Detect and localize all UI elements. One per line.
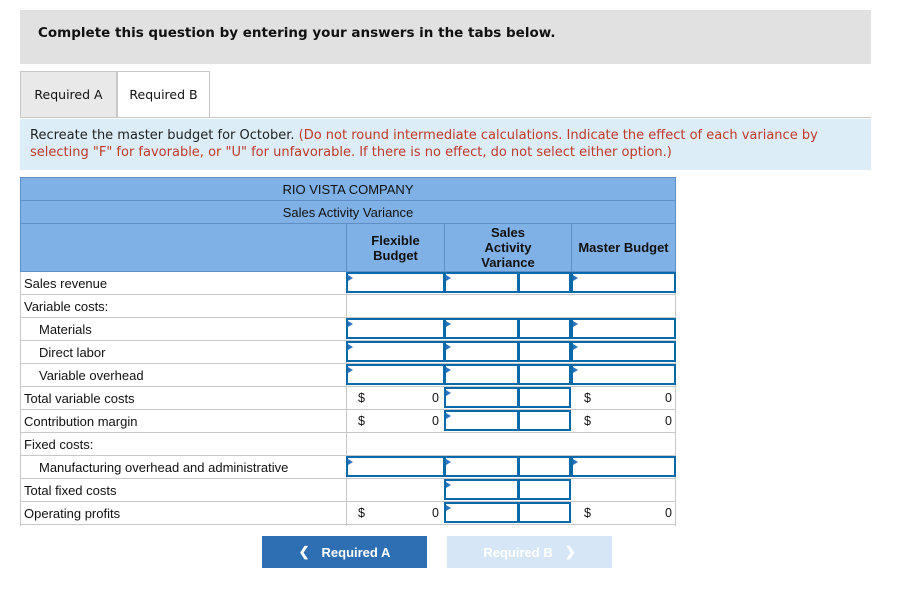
next-button-label: Required B — [483, 544, 553, 560]
master-contribution-margin-value: 0 — [665, 414, 672, 428]
row-label-materials: Materials — [20, 318, 346, 341]
flexible-budget-materials-input[interactable] — [346, 318, 445, 339]
variance-operating-profits-fu-select[interactable] — [518, 502, 571, 523]
chevron-right-icon: ❯ — [564, 544, 576, 559]
sales-activity-variance-header: Sales Activity Variance — [444, 223, 572, 272]
variance-total-fixed-costs-fu-select[interactable] — [518, 479, 571, 500]
master-contribution-margin-currency: $ — [584, 414, 591, 428]
master-total-variable-costs-currency: $ — [584, 391, 591, 405]
master-budget-header: Master Budget — [571, 223, 676, 272]
previous-button-label: Required A — [321, 544, 391, 560]
variance-total-variable-costs-fu-select[interactable] — [518, 387, 571, 408]
variance-direct-labor-input[interactable] — [444, 341, 519, 362]
company-name: RIO VISTA COMPANY — [20, 177, 676, 201]
flexible-contribution-margin-value: 0 — [432, 414, 439, 428]
row-label-direct-labor: Direct labor — [20, 341, 346, 364]
flexible-budget-direct-labor-input[interactable] — [346, 341, 445, 362]
row-label-fixed-costs: Fixed costs: — [20, 433, 346, 456]
flexible-operating-profits-currency: $ — [358, 506, 365, 520]
instruction-banner — [20, 10, 871, 64]
variance-total-variable-costs-input[interactable] — [444, 387, 519, 408]
instruction-text: Complete this question by entering your answers in the tabs below. — [38, 25, 556, 41]
flexible-budget-header: Flexible Budget — [346, 223, 445, 272]
variance-variable-overhead-input[interactable] — [444, 364, 519, 385]
variance-manufacturing-overhead-input[interactable] — [444, 456, 519, 477]
row-label-contribution-margin: Contribution margin — [20, 410, 346, 433]
question-prompt — [20, 119, 871, 170]
master-budget-sales-revenue-input[interactable] — [571, 272, 676, 293]
variance-sales-revenue-input[interactable] — [444, 272, 519, 293]
flexible-contribution-margin-currency: $ — [358, 414, 365, 428]
variance-materials-input[interactable] — [444, 318, 519, 339]
row-label-operating-profits: Operating profits — [20, 502, 346, 525]
variance-direct-labor-fu-select[interactable] — [518, 341, 571, 362]
next-required-b-button[interactable] — [447, 536, 612, 568]
variance-variable-overhead-fu-select[interactable] — [518, 364, 571, 385]
row-label-manufacturing-overhead: Manufacturing overhead and administrative — [20, 456, 346, 479]
table-title: Sales Activity Variance — [20, 200, 676, 224]
master-total-variable-costs-value: 0 — [665, 391, 672, 405]
master-operating-profits-currency: $ — [584, 506, 591, 520]
flexible-total-variable-costs-value: 0 — [432, 391, 439, 405]
prompt-main: Recreate the master budget for October. — [30, 128, 295, 143]
tab-required-b[interactable]: Required B — [117, 71, 210, 118]
tab-divider — [20, 117, 871, 118]
variance-contribution-margin-input[interactable] — [444, 410, 519, 431]
master-budget-materials-input[interactable] — [571, 318, 676, 339]
chevron-left-icon: ❮ — [298, 544, 310, 559]
variance-contribution-margin-fu-select[interactable] — [518, 410, 571, 431]
variance-operating-profits-input[interactable] — [444, 502, 519, 523]
variance-table — [20, 177, 676, 526]
master-budget-variable-overhead-input[interactable] — [571, 364, 676, 385]
flexible-budget-manufacturing-overhead-input[interactable] — [346, 456, 445, 477]
previous-required-a-button[interactable] — [262, 536, 427, 568]
master-operating-profits-value: 0 — [665, 506, 672, 520]
row-label-total-fixed-costs: Total fixed costs — [20, 479, 346, 502]
flexible-budget-variable-overhead-input[interactable] — [346, 364, 445, 385]
variance-total-fixed-costs-input[interactable] — [444, 479, 519, 500]
variance-sales-revenue-fu-select[interactable] — [518, 272, 571, 293]
row-label-variable-costs: Variable costs: — [20, 295, 346, 318]
prompt-note: (Do not round intermediate calculations. Indicate the effect of each variance by selecting "F" for favorable, or "U" for unfavorable. If there is no effect, do not select either option.) — [30, 128, 818, 160]
master-budget-manufacturing-overhead-input[interactable] — [571, 456, 676, 477]
row-label-variable-overhead: Variable overhead — [20, 364, 346, 387]
variance-manufacturing-overhead-fu-select[interactable] — [518, 456, 571, 477]
row-label-sales-revenue: Sales revenue — [20, 272, 346, 295]
flexible-budget-sales-revenue-input[interactable] — [346, 272, 445, 293]
tab-required-a[interactable]: Required A — [20, 71, 117, 118]
row-label-total-variable-costs: Total variable costs — [20, 387, 346, 410]
flexible-total-variable-costs-currency: $ — [358, 391, 365, 405]
master-budget-direct-labor-input[interactable] — [571, 341, 676, 362]
variance-materials-fu-select[interactable] — [518, 318, 571, 339]
label-column-header — [20, 223, 347, 272]
flexible-operating-profits-value: 0 — [432, 506, 439, 520]
